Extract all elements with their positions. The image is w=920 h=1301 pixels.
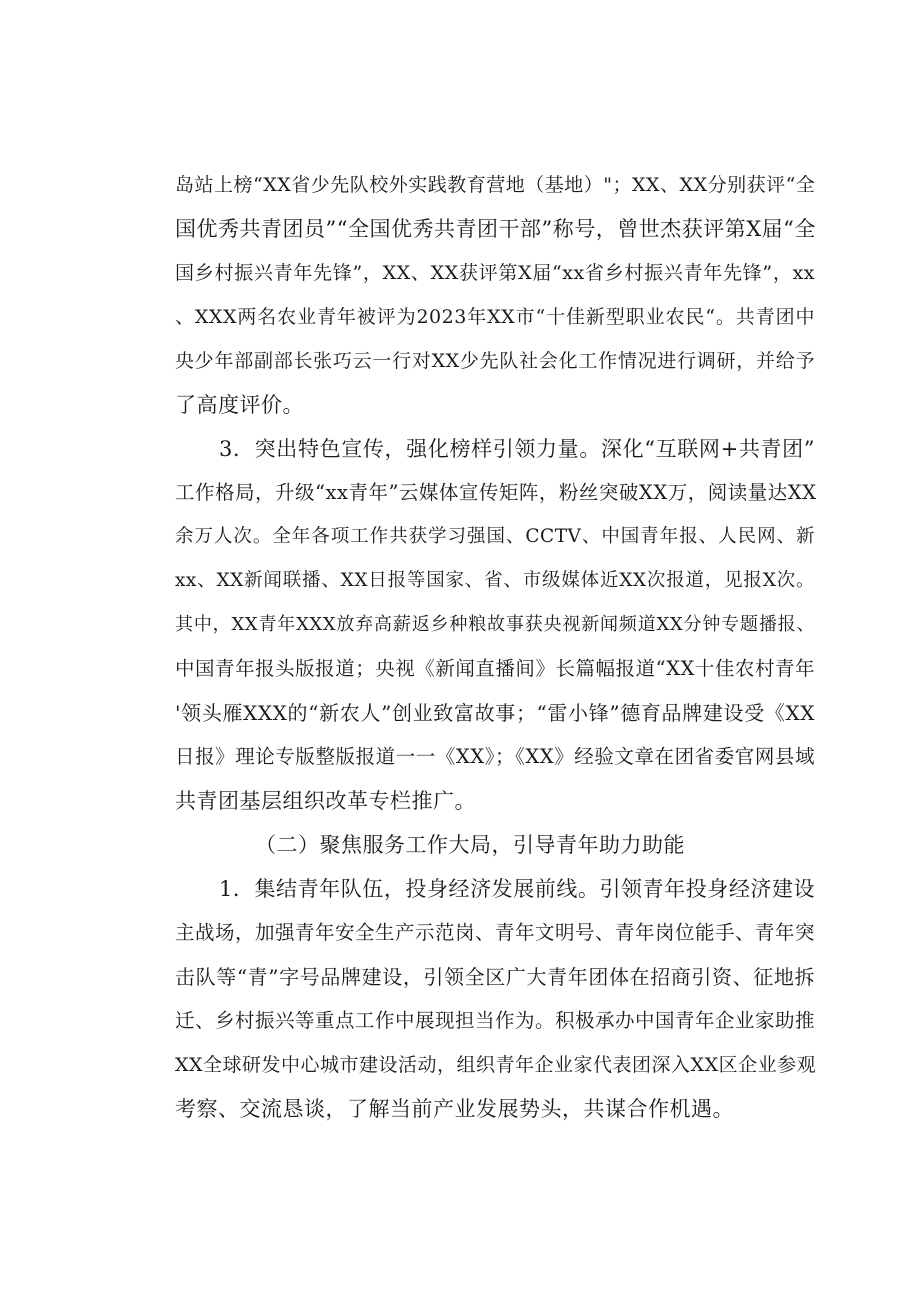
text-line: xx、XX新闻联播、XX日报等国家、省、市级媒体近XX次报道，见报X次。 [175, 570, 815, 591]
text-line: 考察、交流恳谈，了解当前产业发展势头，共谋合作机遇。 [175, 1097, 734, 1121]
text-line: 主战场，加强青年安全生产示范岗、青年文明号、青年岗位能手、青年突 [175, 921, 816, 944]
text-line: 岛站上榜“XX省少先队校外实践教育营地（基地）"；XX、XX分别获评“全 [175, 174, 816, 196]
text-line: 其中，XX青年XXX放弃高薪返乡种粮故事获央视新闻频道XX分钟专题播报、 [175, 614, 815, 635]
section-heading: （二）聚焦服务工作大局，引导青年助力助能 [255, 833, 685, 857]
text-line: 迁、乡村振兴等重点工作中展现担当作为。积极承办中国青年企业家助推 [175, 1009, 816, 1032]
text-line-indented: 1．集结青年队伍，投身经济发展前线。引领青年投身经济建设 [219, 877, 815, 901]
text-line: 共青团基层组织改革专栏推广。 [175, 789, 476, 813]
text-line: 央少年部副部长张巧云一行对XX少先队社会化工作情况进行调研，并给予 [175, 350, 815, 372]
text-line: 日报》理论专版整版报道一一《XX》；《XX》经验文章在团省委官网县域 [175, 745, 815, 768]
text-line: '领头雁XXX的“新农人”创业致富故事；“雷小锋”德育品牌建设受《XX [175, 701, 815, 725]
text-line: 工作格局，升级“xx青年”云媒体宣传矩阵，粉丝突破XX万，阅读量达XX [175, 481, 817, 504]
text-line: 国乡村振兴青年先锋”，XX、XX获评第X届“xx省乡村振兴青年先锋”，xx [175, 262, 815, 284]
text-line: 击队等“青”字号品牌建设，引领全区广大青年团体在招商引资、征地拆 [175, 965, 815, 989]
text-line: 中国青年报头版报道；央视《新闻直播间》长篇幅报道“XX十佳农村青年 [175, 657, 815, 680]
text-line: 国优秀共青团员”“全国优秀共青团干部”称号，曾世杰获评第X届“全 [175, 217, 816, 241]
text-line: 、XXX两名农业青年被评为2023年XX市“十佳新型职业农民“。共青团中 [175, 306, 815, 328]
text-line: 余万人次。全年各项工作共获学习强国、CCTV、中国青年报、人民网、新 [175, 526, 815, 547]
text-line: 了高度评价。 [175, 393, 304, 417]
text-line: XX全球研发中心城市建设活动，组织青年企业家代表团深入XX区企业参观 [175, 1054, 817, 1076]
text-line-indented: 3．突出特色宣传，强化榜样引领力量。深化“互联网+共青团” [219, 437, 815, 461]
